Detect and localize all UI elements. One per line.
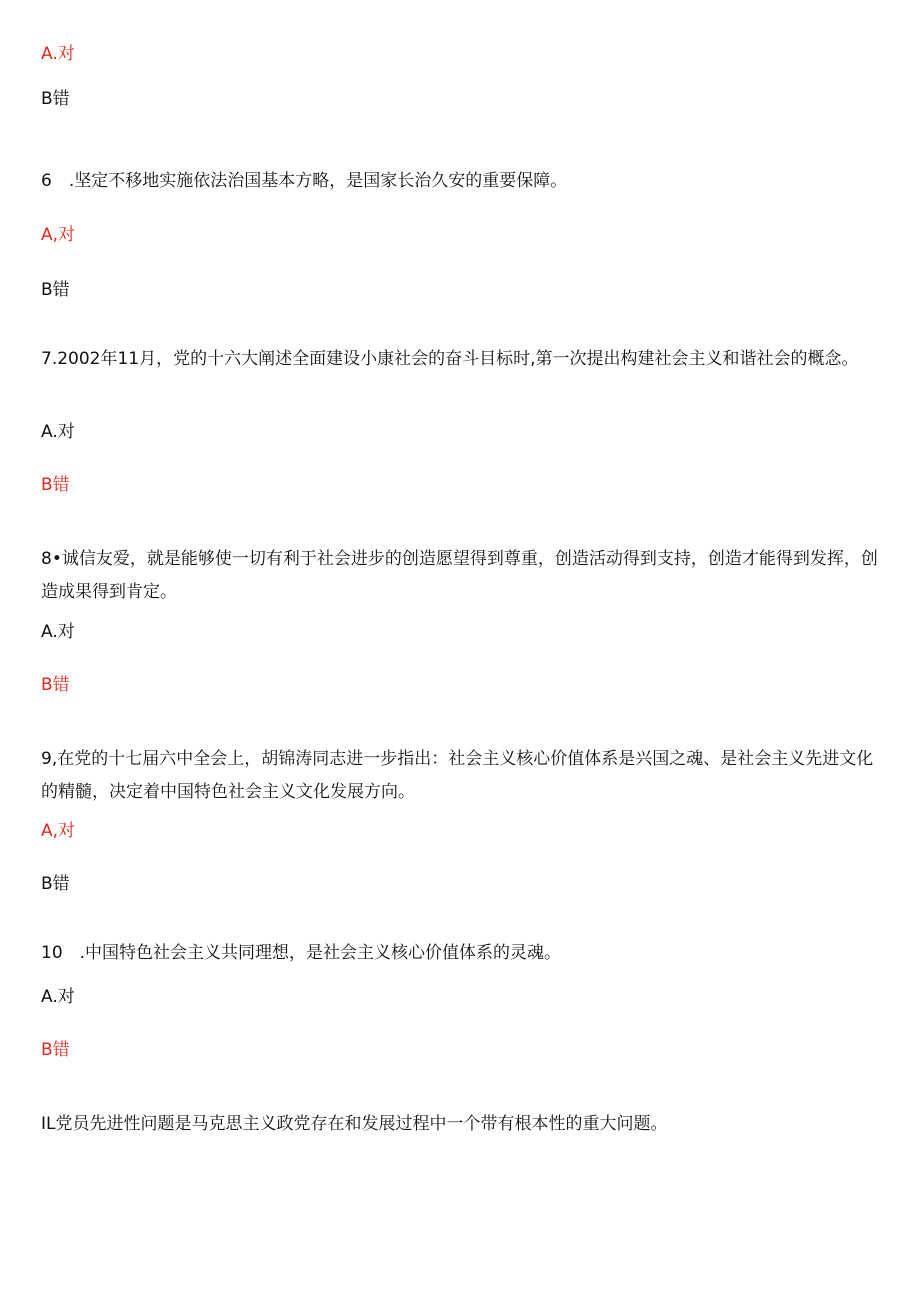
option-a-q7: A.对 — [41, 422, 75, 442]
option-b-q7: B错 — [41, 475, 70, 495]
option-a-q9: A,对 — [41, 821, 76, 841]
question-10: 10 .中国特色社会主义共同理想，是社会主义核心价值体系的灵魂。 — [41, 943, 562, 963]
question-8: 8•诚信友爱，就是能够使一切有利于社会进步的创造愿望得到尊重，创造活动得到支持，创造才能得到发挥，创造成果得到肯定。 — [41, 549, 878, 602]
option-b-q8: B错 — [41, 675, 70, 695]
option-b-q6: B错 — [41, 280, 70, 300]
option-a-q10: A.对 — [41, 987, 75, 1007]
option-a-q8: A.对 — [41, 622, 75, 642]
question-11: IL党员先进性问题是马克思主义政党存在和发展过程中一个带有根本性的重大问题。 — [41, 1114, 668, 1134]
option-b-q10: B错 — [41, 1040, 70, 1060]
question-9: 9,在党的十七届六中全会上，胡锦涛同志进一步指出：社会主义核心价值体系是兴国之魂、是社会主义先进文化的精髓，决定着中国特色社会主义文化发展方向。 — [41, 749, 874, 802]
option-b-q9: B错 — [41, 874, 70, 894]
question-6: 6 .坚定不移地实施依法治国基本方略，是国家长治久安的重要保障。 — [41, 171, 568, 191]
option-a-q6: A,对 — [41, 225, 76, 245]
question-7: 7.2002年11月，党的十六大阐述全面建设小康社会的奋斗目标时,第一次提出构建社会主义和谐社会的概念。 — [41, 349, 859, 369]
option-b-q5: B错 — [41, 89, 70, 109]
option-a-q5: A.对 — [41, 44, 75, 64]
